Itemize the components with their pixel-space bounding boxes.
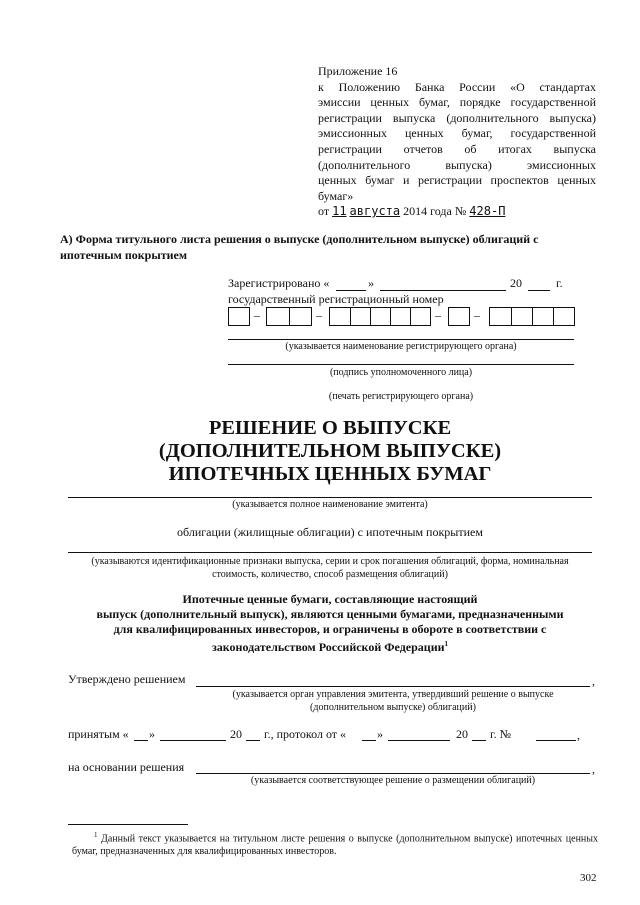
- registered-label: [228, 276, 329, 291]
- number-text: г. №: [490, 727, 512, 741]
- footnote-text: Данный текст указывается на титульном листе решения о выпуске (дополнительном выпуске) ипотечных ценных бумаг, предназначенных для квалифицированных инвесторов.: [72, 833, 598, 858]
- page-title: [60, 417, 600, 486]
- adopted-mid: »: [149, 727, 155, 741]
- reg-box-group-1: [228, 307, 250, 326]
- footnote-separator: [68, 824, 188, 825]
- reg-box-group-5: [489, 307, 575, 326]
- title-line: РЕШЕНИЕ О ВЫПУСКЕ: [208, 417, 452, 439]
- caption-ident-line: стоимость, количество, способ размещения облигаций): [212, 569, 448, 580]
- adopted-label: принятым «: [68, 727, 129, 741]
- registered-day-line: [336, 290, 366, 291]
- qualified-line: [60, 637, 600, 655]
- qualified-line: для квалифицированных инвесторов, и ограничены в обороте в соответствии с: [113, 622, 547, 636]
- caption-organ: (указывается наименование регистрирующего органа): [285, 341, 517, 352]
- qualified-line: Ипотечные ценные бумаги, составляющие настоящий: [182, 592, 478, 606]
- protocol-year-prefix: 20: [456, 727, 468, 741]
- reg-dash: –: [254, 308, 260, 322]
- number-line: [536, 740, 576, 741]
- footnote: [72, 829, 598, 858]
- date-prefix: от: [318, 204, 330, 219]
- date-month: августа: [349, 204, 401, 219]
- title-line: (ДОПОЛНИТЕЛЬНОМ ВЫПУСКЕ): [158, 440, 502, 462]
- annex-line: к Положению Банка России «О стандартах: [318, 79, 596, 94]
- registered-year-line: [528, 290, 550, 291]
- organ-line: [228, 339, 574, 340]
- date-number: 428-П: [469, 204, 506, 219]
- reg-box-group-4: [448, 307, 470, 326]
- reg-dash: –: [435, 308, 441, 322]
- reg-dash: –: [474, 308, 480, 322]
- qualified-investors-notice: [60, 592, 600, 655]
- protocol-day-line: [362, 740, 376, 741]
- protocol-year-line: [472, 740, 486, 741]
- registered-year-prefix: 20: [510, 276, 522, 290]
- reg-box-group-3: [329, 307, 431, 326]
- annex-line: бумаг»: [318, 188, 354, 203]
- annex-line: ценных бумаг и регистрации проспектов ценных: [318, 173, 596, 188]
- caption-approved-line: (указывается орган управления эмитента, утвердивший решение о выпуске: [232, 689, 554, 700]
- bonds-text: облигации (жилищные облигации) с ипотечным покрытием: [177, 525, 483, 539]
- basis-comma: ,: [592, 762, 595, 776]
- reg-box-group-2: [266, 307, 312, 326]
- adopted-month-line: [160, 740, 226, 741]
- basis-line: [196, 773, 590, 774]
- qualified-line: выпуск (дополнительный выпуск), являются ценными бумагами, предназначенными: [96, 607, 564, 621]
- caption-approved: [196, 688, 590, 714]
- state-reg-number-label: государственный регистрационный номер: [228, 292, 444, 306]
- section-a-line: ипотечным покрытием: [60, 248, 187, 262]
- annex-line: регистрации выпуска (дополнительного выпуска): [318, 110, 596, 125]
- page-number: 302: [580, 872, 597, 884]
- protocol-mid: »: [377, 727, 383, 741]
- registered-mid: »: [368, 276, 374, 290]
- date-day: 11: [332, 204, 347, 219]
- adopted-year-prefix: 20: [230, 727, 242, 741]
- protocol-text: г., протокол от «: [264, 727, 347, 741]
- approved-label: Утверждено решением: [68, 672, 186, 686]
- registered-prefix: Зарегистрировано «: [228, 276, 330, 290]
- basis-label: на основании решения: [68, 760, 185, 774]
- section-a-line: А) Форма титульного листа решения о выпуске (дополнительном выпуске) облигаций с: [60, 232, 539, 246]
- date-year-text: 2014 года №: [403, 204, 467, 219]
- signature-line: [228, 364, 574, 365]
- caption-ident-line: (указываются идентификационные признаки выпуска, серии и срок погашения облигаций, форма, номинальная: [91, 556, 569, 567]
- annex-date: [318, 204, 596, 220]
- annex-line: (дополнительного выпуска) эмиссионных: [318, 157, 596, 172]
- qualified-line-text: законодательством Российской Федерации: [211, 640, 445, 654]
- caption-stamp: (печать регистрирующего органа): [328, 391, 474, 402]
- registered-month-line: [380, 290, 506, 291]
- reg-dash: –: [316, 308, 322, 322]
- annex-line: эмиссионных ценных бумаг, государственной: [318, 126, 596, 141]
- caption-approved-line: (дополнительном выпуске) облигаций): [310, 702, 476, 713]
- protocol-month-line: [388, 740, 450, 741]
- footnote-mark: 1: [94, 831, 98, 839]
- annex-line: Приложение 16: [318, 64, 398, 78]
- title-line: ИПОТЕЧНЫХ ЦЕННЫХ БУМАГ: [168, 463, 492, 485]
- adopted-year-line: [246, 740, 260, 741]
- approved-line: [196, 686, 590, 687]
- annex-header: [318, 64, 596, 220]
- approved-comma: ,: [592, 674, 595, 688]
- caption-basis: (указывается соответствующее решение о размещении облигаций): [250, 775, 536, 786]
- caption-signature: (подпись уполномоченного лица): [329, 367, 473, 378]
- ident-line: [68, 552, 592, 553]
- annex-line: эмиссии ценных бумаг, порядке государственной: [318, 95, 596, 110]
- adopted-day-line: [134, 740, 148, 741]
- registered-year-suffix: г.: [556, 276, 563, 290]
- annex-line: регистрации отчетов об итогах выпуска: [318, 141, 596, 156]
- number-comma: ,: [577, 728, 580, 742]
- issuer-line: [68, 497, 592, 498]
- section-a-heading: [60, 231, 600, 263]
- caption-ident: [60, 555, 600, 581]
- footnote-ref: 1: [444, 640, 449, 648]
- caption-issuer: (указывается полное наименование эмитента): [232, 499, 428, 510]
